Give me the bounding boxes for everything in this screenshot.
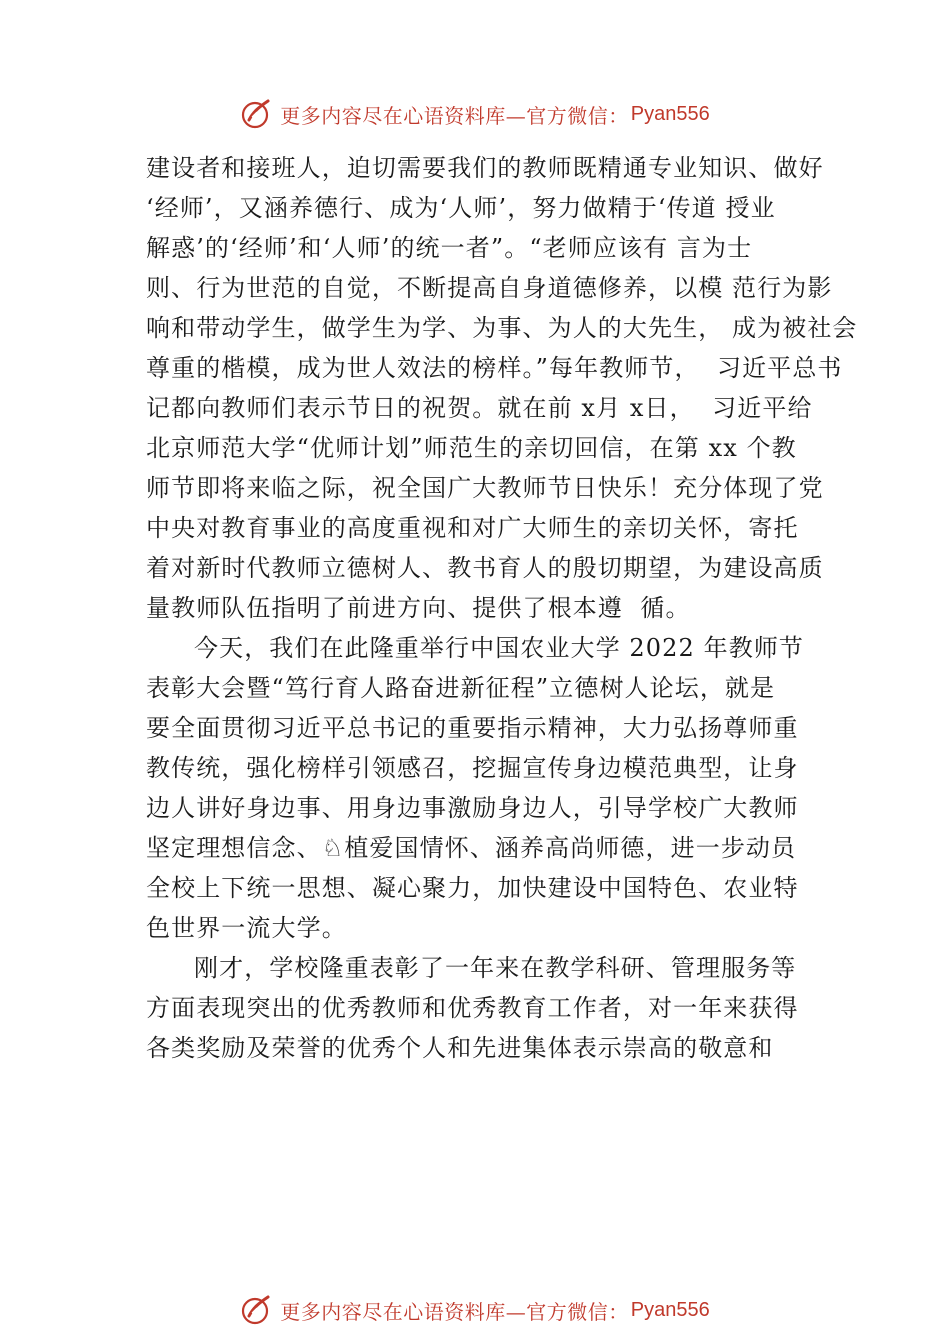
text-line: 记都向教师们表示节日的祝贺。就在前 x月 x日， 习近平给	[146, 394, 813, 422]
pen-circle-logo-icon	[240, 97, 274, 131]
text-line: 边人讲好身边事、用身边事激励身边人，引导学校广大教师	[146, 794, 799, 822]
text-line: 量教师队伍指明了前进方向、提供了根本遵 循。	[146, 594, 691, 622]
text-line: 今天，我们在此隆重举行中国农业大学 2022 年教师节	[194, 634, 805, 662]
text-line: 坚定理想信念、♘植爱国情怀、涵养高尚师德，进一步动员	[146, 834, 797, 862]
text-line: 北京师范大学“优师计划”师范生的亲切回信，在第 xx 个教	[146, 434, 797, 462]
footer-wechat-id: Pyan556	[630, 1298, 710, 1321]
text-line: 尊重的楷模，成为世人效法的榜样。”每年教师节， 习近平总书	[146, 354, 843, 382]
text-line: 表彰大会暨“笃行育人路奋进新征程”立德树人论坛，就是	[146, 674, 776, 702]
document-body	[146, 148, 858, 1068]
paragraph-3	[146, 948, 836, 1068]
paragraph-1	[146, 148, 858, 628]
text-line: 要全面贯彻习近平总书记的重要指示精神，大力弘扬尊师重	[146, 714, 799, 742]
text-line: 着对新时代教师立德树人、教书育人的殷切期望，为建设高质	[146, 554, 824, 582]
text-line: 全校上下统一思想、凝心聚力，加快建设中国特色、农业特	[146, 874, 799, 902]
text-line: 教传统，强化榜样引领感召，挖掘宣传身边模范典型，让身	[146, 754, 799, 782]
footer-banner	[0, 1290, 950, 1330]
footer-banner-text: 更多内容尽在心语资料库—官方微信：	[280, 1299, 629, 1324]
header-banner-text: 更多内容尽在心语资料库—官方微信：	[280, 103, 629, 128]
pen-circle-logo-icon	[240, 1293, 274, 1327]
text-line: 则、行为世范的自觉，不断提高自身道德修养，以模 范行为影	[146, 274, 833, 302]
text-line: 响和带动学生，做学生为学、为事、为人的大先生， 成为被社会	[146, 314, 858, 342]
header-banner	[0, 94, 950, 134]
paragraph-2	[146, 628, 836, 948]
text-line: 中央对教育事业的高度重视和对广大师生的亲切关怀，寄托	[146, 514, 799, 542]
text-line: ‘经师’，又涵养德行、成为‘人师’，努力做精于‘传道 授业	[146, 194, 776, 222]
text-line: 方面表现突出的优秀教师和优秀教育工作者，对一年来获得	[146, 994, 799, 1022]
text-line: 师节即将来临之际，祝全国广大教师节日快乐！充分体现了党	[146, 474, 824, 502]
text-line: 解惑’的‘经师’和‘人师’的统一者”。“老师应该有 言为士	[146, 234, 753, 262]
header-wechat-id: Pyan556	[630, 102, 710, 125]
text-line: 建设者和接班人，迫切需要我们的教师既精通专业知识、做好	[146, 154, 824, 182]
text-line: 各类奖励及荣誉的优秀个人和先进集体表示崇高的敬意和	[146, 1034, 774, 1062]
text-line: 刚才，学校隆重表彰了一年来在教学科研、管理服务等	[194, 954, 797, 982]
text-line: 色世界一流大学。	[146, 914, 347, 942]
